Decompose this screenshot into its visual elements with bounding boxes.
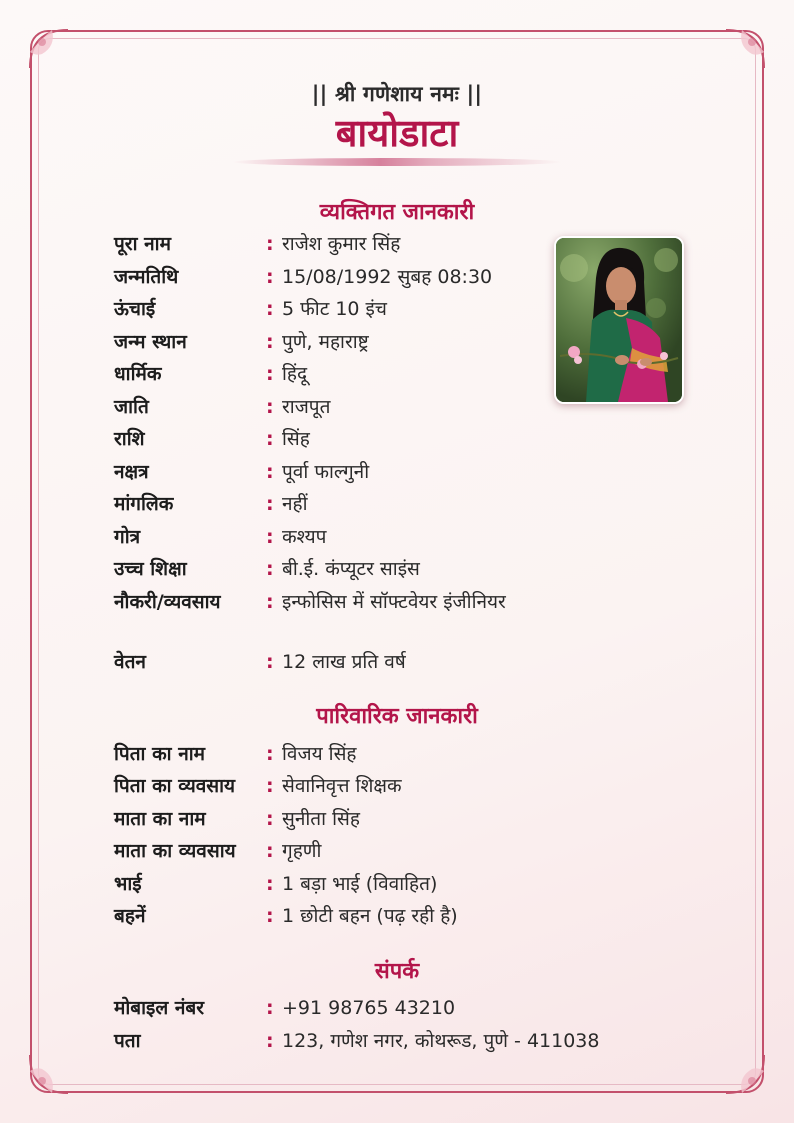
- field-value: 12 लाख प्रति वर्ष: [282, 651, 406, 673]
- field-separator: :: [266, 775, 274, 797]
- field-value: गृहणी: [282, 840, 322, 862]
- field-value: सिंह: [282, 428, 310, 450]
- field-value: इन्फोसिस में सॉफ्टवेयर इंजीनियर: [282, 591, 506, 613]
- corner-ornament-icon: [28, 1035, 88, 1095]
- field-separator: :: [266, 840, 274, 862]
- corner-ornament-icon: [706, 1035, 766, 1095]
- field-value: 15/08/1992 सुबह 08:30: [282, 266, 493, 288]
- section-heading-family: पारिवारिक जानकारी: [316, 704, 478, 729]
- field-label: जाति: [114, 396, 149, 418]
- field-value: सेवानिवृत्त शिक्षक: [282, 775, 402, 797]
- section-heading-contact: संपर्क: [374, 959, 420, 984]
- field-value: कश्यप: [282, 526, 327, 548]
- invocation-text: || श्री गणेशाय नमः ||: [311, 82, 483, 106]
- field-value: +91 98765 43210: [282, 997, 456, 1019]
- field-separator: :: [266, 493, 274, 515]
- field-separator: :: [266, 428, 274, 450]
- field-label: पिता का नाम: [114, 743, 206, 765]
- field-separator: :: [266, 808, 274, 830]
- field-label: पूरा नाम: [114, 233, 171, 255]
- field-separator: :: [266, 461, 274, 483]
- field-separator: :: [266, 266, 274, 288]
- field-separator: :: [266, 873, 274, 895]
- section-heading-personal: व्यक्तिगत जानकारी: [319, 200, 475, 225]
- field-label: जन्मतिथि: [114, 266, 179, 288]
- field-separator: :: [266, 526, 274, 548]
- field-value: 1 बड़ा भाई (विवाहित): [282, 873, 438, 895]
- field-label: उच्च शिक्षा: [114, 558, 187, 580]
- field-separator: :: [266, 558, 274, 580]
- field-separator: :: [266, 331, 274, 353]
- field-value: विजय सिंह: [282, 743, 357, 765]
- field-label: नौकरी/व्यवसाय: [114, 591, 221, 613]
- field-label: वेतन: [114, 651, 146, 673]
- field-separator: :: [266, 396, 274, 418]
- field-separator: :: [266, 591, 274, 613]
- portrait-image: [556, 238, 682, 402]
- field-label: नक्षत्र: [114, 461, 149, 483]
- field-label: मोबाइल नंबर: [114, 997, 205, 1019]
- field-value: 123, गणेश नगर, कोथरूड, पुणे - 411038: [282, 1030, 600, 1052]
- field-value: बी.ई. कंप्यूटर साइंस: [282, 558, 420, 580]
- profile-photo: [554, 236, 684, 404]
- field-separator: :: [266, 1030, 274, 1052]
- field-separator: :: [266, 363, 274, 385]
- field-value: पूर्वा फाल्गुनी: [282, 461, 370, 483]
- field-separator: :: [266, 651, 274, 673]
- field-value: राजेश कुमार सिंह: [282, 233, 401, 255]
- field-value: हिंदू: [282, 363, 308, 385]
- corner-ornament-icon: [706, 28, 766, 88]
- field-value: राजपूत: [282, 396, 331, 418]
- field-value: सुनीता सिंह: [282, 808, 360, 830]
- page-title: बायोडाटा: [335, 111, 459, 155]
- field-label: पिता का व्यवसाय: [114, 775, 236, 797]
- field-separator: :: [266, 997, 274, 1019]
- field-label: माता का नाम: [114, 808, 206, 830]
- field-label: मांगलिक: [114, 493, 174, 515]
- field-value: नहीं: [282, 493, 308, 515]
- field-label: जन्म स्थान: [114, 331, 187, 353]
- field-label: माता का व्यवसाय: [114, 840, 236, 862]
- field-value: पुणे, महाराष्ट्र: [282, 331, 369, 353]
- field-label: धार्मिक: [114, 363, 162, 385]
- field-separator: :: [266, 743, 274, 765]
- field-label: बहनें: [114, 905, 146, 927]
- corner-ornament-icon: [28, 28, 88, 88]
- field-label: राशि: [114, 428, 145, 450]
- field-separator: :: [266, 233, 274, 255]
- field-separator: :: [266, 298, 274, 320]
- field-label: पता: [114, 1030, 141, 1052]
- field-separator: :: [266, 905, 274, 927]
- field-label: ऊंचाई: [114, 298, 156, 320]
- field-label: गोत्र: [114, 526, 141, 548]
- field-label: भाई: [114, 873, 142, 895]
- title-divider: [232, 158, 562, 166]
- field-value: 1 छोटी बहन (पढ़ रही है): [282, 905, 458, 927]
- field-value: 5 फीट 10 इंच: [282, 298, 387, 320]
